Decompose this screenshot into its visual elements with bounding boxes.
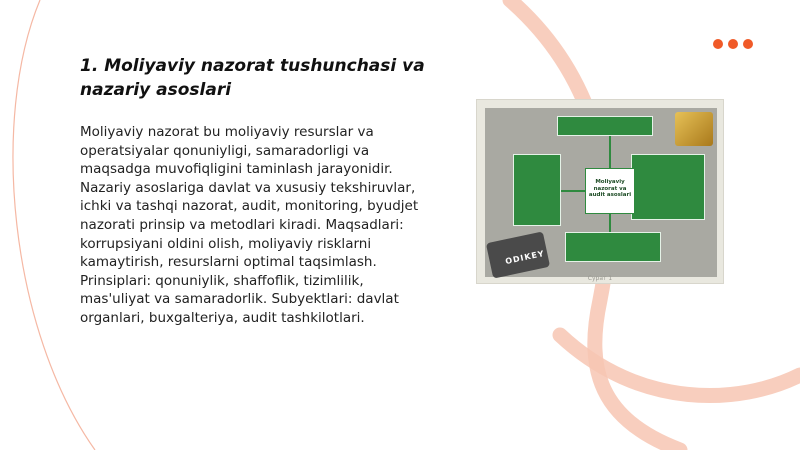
diagram-box-top bbox=[557, 116, 653, 136]
slide-title: 1. Moliyaviy nazorat tushunchasi va nazariy asoslari bbox=[80, 56, 425, 100]
slide-body: Moliyaviy nazorat bu moliyaviy resurslar va operatsiyalar qonuniyligi, samaradorligi va maqsadga muvofiqligini taminlash jarayonidir. Nazariy asoslariga davlat va xususiy tekshiruvlar, ichki va tashqi nazorat, audit, monitoring, byudjet nazorati prinsip va metodlari kiradi. Maqsadlari: korrupsiyani oldini olish, moliyaviy risklarni kamaytirish, resurslarni optimal taqsimlash. Prinsiplari: qonuniylik, shaffoflik, tizimlilik, mas'uliyat va samaradorlik. Subyektlari: davlat organlari, buxgalteriya, audit tashkilotlari. bbox=[80, 124, 419, 326]
dot bbox=[728, 39, 738, 49]
more-dots-icon bbox=[713, 39, 753, 49]
connector bbox=[561, 190, 585, 192]
diagram-image bbox=[476, 99, 724, 284]
diagram-box-bottom bbox=[565, 232, 661, 262]
connector bbox=[609, 214, 611, 234]
diagram-box-right bbox=[631, 154, 705, 220]
figure-caption: Сурат 1 bbox=[587, 275, 613, 282]
diagram-box-left bbox=[513, 154, 561, 226]
keyboard-label: ODIKEY bbox=[504, 248, 546, 267]
diagram-canvas bbox=[485, 108, 717, 277]
coins-graphic bbox=[675, 112, 713, 146]
dot bbox=[713, 39, 723, 49]
dot bbox=[743, 39, 753, 49]
connector bbox=[609, 134, 611, 168]
diagram-center-box: Moliyaviy nazorat va audit asoslari bbox=[585, 168, 635, 214]
